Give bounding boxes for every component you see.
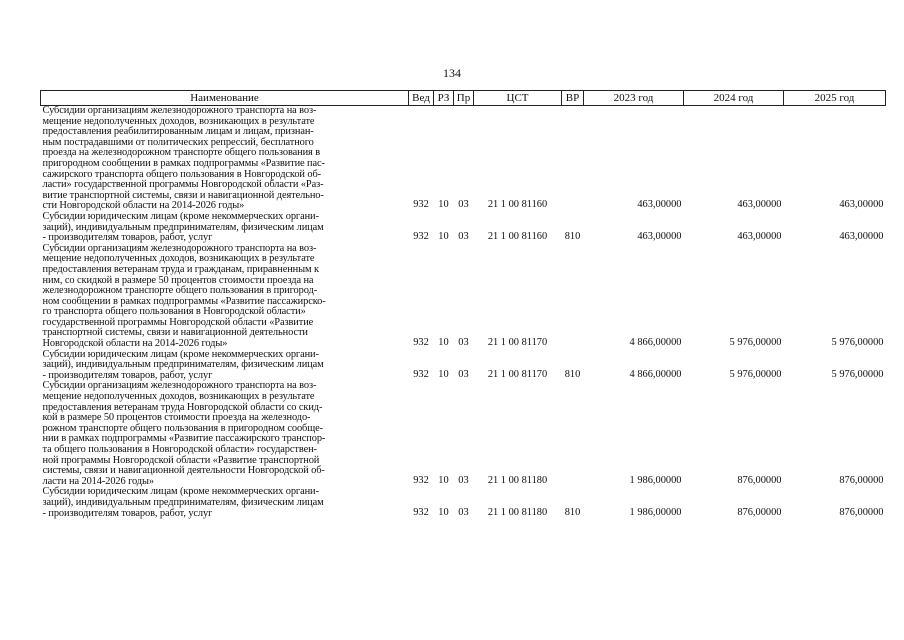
row-rz: 10 — [438, 368, 449, 380]
row-pr: 03 — [458, 368, 469, 380]
row-cst: 21 1 00 81160 — [487, 199, 548, 211]
row-name-cell — [41, 350, 409, 382]
row-rz: 10 — [438, 506, 449, 518]
row-pr: 03 — [458, 199, 469, 211]
row-name: Субсидии юридическим лицам (кроме некоммерческих органи- заций), индивидуальным предпринимателям, физическим лицам - производителям товаров, работ, услуг — [42, 348, 324, 381]
row-name: Субсидии юридическим лицам (кроме некоммерческих органи- заций), индивидуальным предпринимателям, физическим лицам - производителям товаров, работ, услуг — [42, 486, 324, 519]
row-2025: 463,00000 — [839, 199, 884, 211]
row-rz: 10 — [438, 199, 449, 211]
row-name-cell — [41, 106, 409, 212]
row-vr: 810 — [564, 368, 581, 380]
header-rz: РЗ — [434, 91, 454, 106]
header-ved: Вед — [409, 91, 434, 106]
row-pr: 03 — [458, 506, 469, 518]
row-name: Субсидии организациям железнодорожного транспорта на воз- мещение недополученных доходов, возникающих в результате предоставления реабилитированным лицам и лицам, признан- ным пострадавшими от политических репрессий, бесплатного проезда на железнодорожном транспорте общего пользования в пригородном сообщении в рамках подпрограммы «Развитие пас- сажирского транспорта общего пользования в Новгородской об- ласти» государственной программы Новгородской области «Раз- витие транспортной системы, связи и навигационной деятельно- сти Новгородской области на 2014-2026 годы» — [42, 105, 325, 212]
header-2025: 2025 год — [784, 91, 886, 106]
header-2024: 2024 год — [684, 91, 784, 106]
row-2024: 876,00000 — [737, 506, 782, 518]
header-vr: ВР — [562, 91, 584, 106]
row-pr: 03 — [458, 474, 469, 486]
row-2025: 876,00000 — [839, 474, 884, 486]
row-2025: 5 976,00000 — [831, 368, 884, 380]
row-cst: 21 1 00 81160 — [487, 231, 548, 243]
table-body — [41, 106, 886, 520]
row-2024: 463,00000 — [737, 231, 782, 243]
row-name: Субсидии организациям железнодорожного транспорта на воз- мещение недополученных доходов, возникающих в результате предоставления ветеранам труда Новгородской области со скид- кой в размере 50 процентов стоимости проезда на железнодо- рожном транспорте общего пользования в пригородном сообще- нии в рамках подпрограммы «Развитие пассажирского транспор- та общего пользования в Новгородской области» государствен- ной программы Новгородской области «Развитие транспортной системы, связи и навигационной деятельности Новгородской об- ласти на 2014-2026 годы» — [42, 380, 326, 487]
row-ved: 932 — [413, 231, 429, 243]
table-row — [41, 212, 886, 244]
table-row — [41, 244, 886, 350]
row-2023: 1 986,00000 — [629, 474, 682, 486]
row-rz: 10 — [438, 337, 449, 349]
header-2023: 2023 год — [584, 91, 684, 106]
row-2025: 876,00000 — [839, 506, 884, 518]
row-2025: 5 976,00000 — [831, 337, 884, 349]
row-2023: 463,00000 — [637, 231, 682, 243]
row-vr: 810 — [564, 506, 581, 518]
header-pr: Пр — [454, 91, 474, 106]
row-2024: 876,00000 — [737, 474, 782, 486]
row-rz: 10 — [438, 474, 449, 486]
row-2023: 463,00000 — [637, 199, 682, 211]
row-name: Субсидии организациям железнодорожного транспорта на воз- мещение недополученных доходов, возникающих в результате предоставления ветеранам труда и гражданам, приравненным к ним, со скидкой в размере 50 процентов стоимости проезда на железнодорожном транспорте общего пользования в пригород- ном сообщении в рамках подпрограммы «Развитие пассажирско- го транспорта общего пользования в Новгородской области» государственной программы Новгородской области «Развитие транспортной системы, связи и навигационной деятельности Новгородской области на 2014-2026 годы» — [42, 242, 326, 350]
row-cst: 21 1 00 81170 — [487, 368, 548, 380]
row-name-cell — [41, 212, 409, 244]
row-2023: 4 866,00000 — [629, 368, 682, 380]
header-name: Наименование — [41, 91, 409, 106]
row-2024: 5 976,00000 — [729, 337, 782, 349]
table-row — [41, 487, 886, 519]
table-row — [41, 350, 886, 382]
row-cst: 21 1 00 81180 — [487, 474, 548, 486]
page-number: 134 — [443, 66, 461, 80]
header-row — [41, 91, 886, 106]
row-ved: 932 — [413, 506, 429, 518]
row-vr — [562, 381, 584, 487]
row-2024: 5 976,00000 — [729, 368, 782, 380]
row-name-cell — [41, 381, 409, 487]
row-pr: 03 — [458, 337, 469, 349]
table-header — [41, 91, 886, 106]
row-ved: 932 — [413, 199, 429, 211]
row-2023: 4 866,00000 — [629, 337, 682, 349]
row-2025: 463,00000 — [839, 231, 884, 243]
row-name: Субсидии юридическим лицам (кроме некоммерческих органи- заций), индивидуальным предпринимателям, физическим лицам - производителям товаров, работ, услуг — [42, 210, 324, 244]
row-ved: 932 — [413, 337, 429, 349]
row-name-cell — [41, 244, 409, 350]
table-row — [41, 106, 886, 212]
row-ved: 932 — [413, 474, 429, 486]
row-cst: 21 1 00 81170 — [487, 337, 548, 349]
row-vr — [562, 244, 584, 350]
row-vr: 810 — [564, 231, 581, 243]
row-rz: 10 — [438, 231, 449, 243]
row-ved: 932 — [413, 368, 429, 380]
row-2024: 463,00000 — [737, 199, 782, 211]
row-pr: 03 — [458, 231, 469, 243]
row-cst: 21 1 00 81180 — [487, 506, 548, 518]
header-cst: ЦСТ — [474, 91, 562, 106]
table-row — [41, 381, 886, 487]
budget-table — [40, 90, 886, 519]
row-2023: 1 986,00000 — [629, 506, 682, 518]
row-vr — [562, 106, 584, 212]
row-name-cell — [41, 487, 409, 519]
